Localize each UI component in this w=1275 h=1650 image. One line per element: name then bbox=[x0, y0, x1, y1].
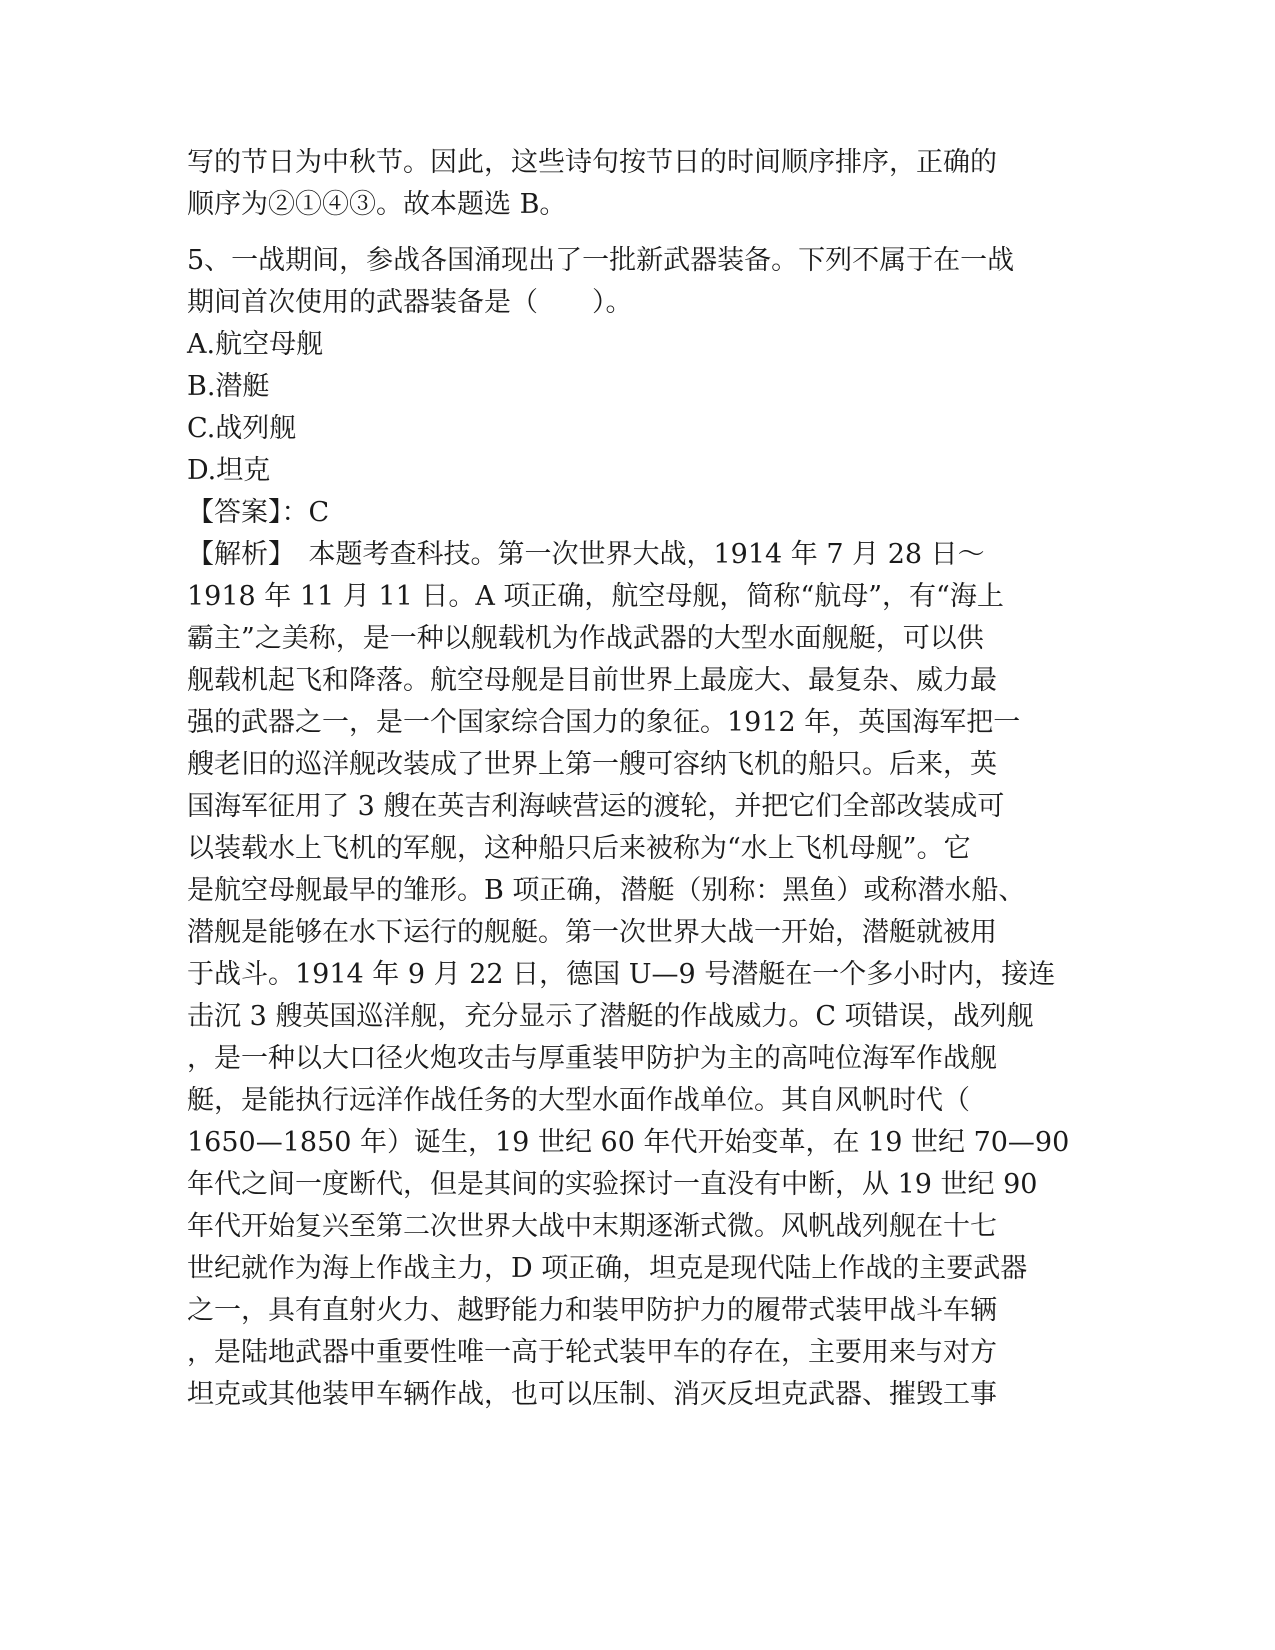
option-b: B.潜艇 bbox=[187, 371, 270, 402]
question-stem-line: 期间首次使用的武器装备是（ ）。 bbox=[187, 287, 633, 318]
analysis-line: 霸主”之美称，是一种以舰载机为作战武器的大型水面舰艇，可以供 bbox=[187, 623, 984, 654]
analysis-line: 潜舰是能够在水下运行的舰艇。第一次世界大战一开始，潜艇就被用 bbox=[187, 917, 997, 948]
paragraph-gap bbox=[187, 226, 1087, 240]
analysis-line: 年代开始复兴至第二次世界大战中末期逐渐式微。风帆战列舰在十七 bbox=[187, 1211, 997, 1242]
analysis-line: 国海军征用了 3 艘在英吉利海峡营运的渡轮，并把它们全部改装成可 bbox=[187, 791, 1005, 822]
analysis-line: 舰载机起飞和降落。航空母舰是目前世界上最庞大、最复杂、威力最 bbox=[187, 665, 997, 696]
analysis-line: 坦克或其他装甲车辆作战，也可以压制、消灭反坦克武器、摧毁工事 bbox=[187, 1379, 997, 1410]
analysis-line: 年代之间一度断代，但是其间的实验探讨一直没有中断，从 19 世纪 90 bbox=[187, 1169, 1038, 1200]
analysis-line: 艇，是能执行远洋作战任务的大型水面作战单位。其自风帆时代（ bbox=[187, 1085, 970, 1116]
analysis-line: ，是一种以大口径火炮攻击与厚重装甲防护为主的高吨位海军作战舰 bbox=[187, 1043, 997, 1074]
option-c: C.战列舰 bbox=[187, 413, 297, 444]
analysis-line: 之一，具有直射火力、越野能力和装甲防护力的履带式装甲战斗车辆 bbox=[187, 1295, 997, 1326]
analysis-line: 【解析】 本题考查科技。第一次世界大战，1914 年 7 月 28 日～ bbox=[187, 539, 985, 570]
analysis-line: 1918 年 11 月 11 日。A 项正确，航空母舰，简称“航母”，有“海上 bbox=[187, 581, 1004, 612]
text-line: 写的节日为中秋节。因此，这些诗句按节日的时间顺序排序，正确的 bbox=[187, 147, 997, 178]
analysis-line: ，是陆地武器中重要性唯一高于轮式装甲车的存在，主要用来与对方 bbox=[187, 1337, 997, 1368]
analysis-line: 于战斗。1914 年 9 月 22 日，德国 U—9 号潜艇在一个多小时内，接连 bbox=[187, 959, 1056, 990]
analysis-line: 世纪就作为海上作战主力，D 项正确，坦克是现代陆上作战的主要武器 bbox=[187, 1253, 1028, 1284]
question-stem-line: 5、一战期间，参战各国涌现出了一批新武器装备。下列不属于在一战 bbox=[187, 245, 1015, 276]
option-a: A.航空母舰 bbox=[187, 329, 324, 360]
previous-answer-continuation bbox=[187, 142, 1087, 226]
analysis-line: 艘老旧的巡洋舰改装成了世界上第一艘可容纳飞机的船只。后来，英 bbox=[187, 749, 997, 780]
text-line: 顺序为②①④③。故本题选 B。 bbox=[187, 189, 567, 220]
document-page bbox=[187, 142, 1087, 1416]
analysis-line: 是航空母舰最早的雏形。B 项正确，潜艇（别称：黑鱼）或称潜水船、 bbox=[187, 875, 1026, 906]
option-d: D.坦克 bbox=[187, 455, 271, 486]
analysis-section bbox=[187, 534, 1087, 1416]
analysis-line: 强的武器之一，是一个国家综合国力的象征。1912 年，英国海军把一 bbox=[187, 707, 1021, 738]
answer-line: 【答案】：C bbox=[187, 497, 330, 528]
analysis-line: 1650—1850 年）诞生，19 世纪 60 年代开始变革，在 19 世纪 70—90 bbox=[187, 1127, 1070, 1158]
analysis-line: 以装载水上飞机的军舰，这种船只后来被称为“水上飞机母舰”。它 bbox=[187, 833, 971, 864]
question-5 bbox=[187, 240, 1087, 534]
analysis-line: 击沉 3 艘英国巡洋舰，充分显示了潜艇的作战威力。C 项错误，战列舰 bbox=[187, 1001, 1034, 1032]
